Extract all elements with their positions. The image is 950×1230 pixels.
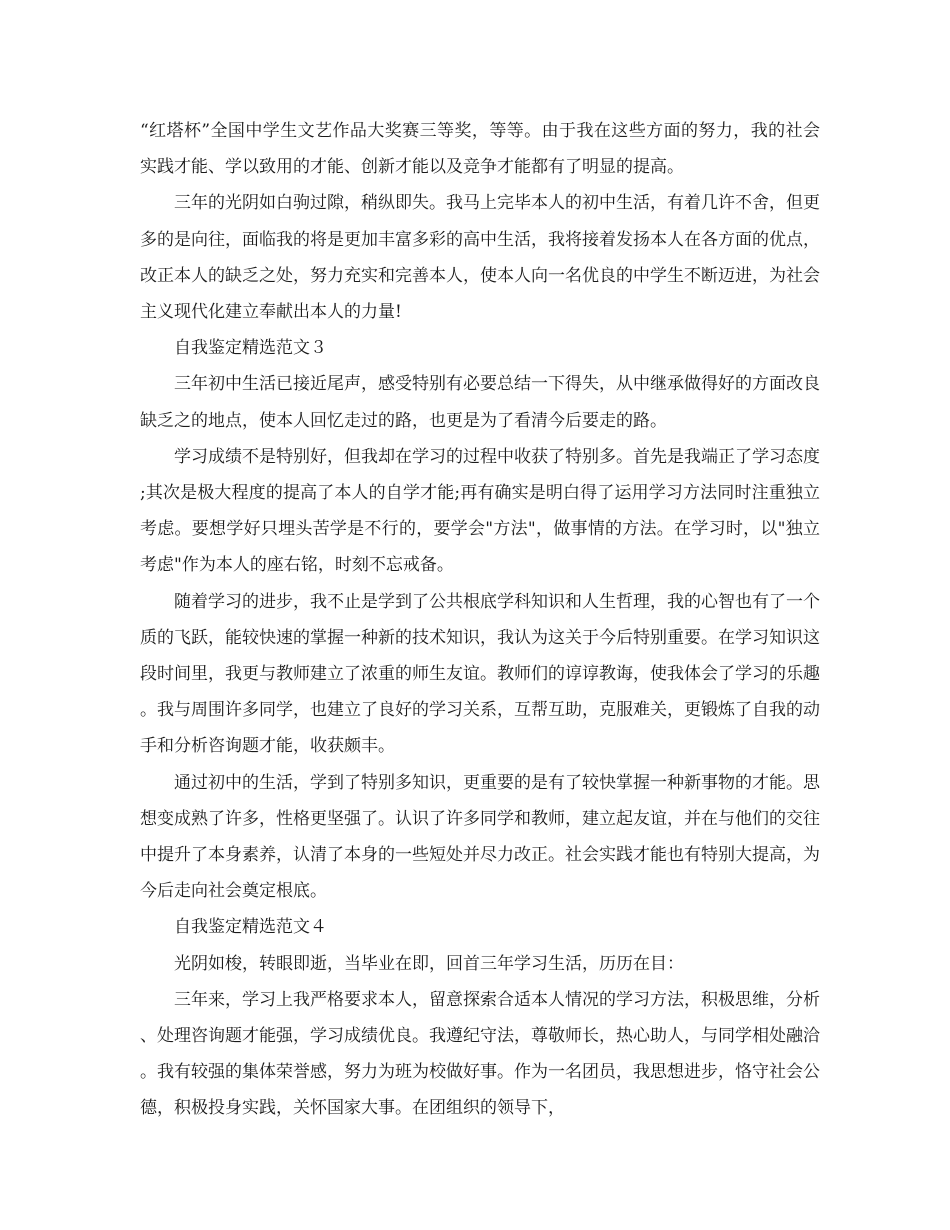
paragraph-three-years: 三年的光阴如白驹过隙，稍纵即失。我马上完毕本人的初中生活，有着几许不舍，但更多的是向往，面临我的将是更加丰富多彩的高中生活，我将接着发扬本人在各方面的优点，改正本人的缺乏之处，努力充实和完善本人，使本人向一名优良的中学生不断迈进，为社会主义现代化建立奉献出本人的力量! — [140, 193, 820, 323]
document-body — [140, 113, 820, 1127]
paragraph-junior-life-ending: 三年初中生活已接近尾声，感受特别有必要总结一下得失，从中继承做得好的方面改良缺乏之的地点，使本人回忆走过的路，也更是为了看清今后要走的路。 — [140, 374, 820, 431]
paragraph-three-years-study: 三年来，学习上我严格要求本人，留意探索合适本人情况的学习方法，积极思维，分析、处理咨询题才能强，学习成绩优良。我遵纪守法，尊敬师长，热心助人，与同学相处融洽。我有较强的集体荣誉感，努力为班为校做好事。作为一名团员，我思想进步，恪守社会公德，积极投身实践，关怀国家大事。在团组织的领导下， — [140, 989, 820, 1119]
paragraph-junior-experience: 通过初中的生活，学到了特别多知识，更重要的是有了较快掌握一种新事物的才能。思想变成熟了许多，性格更坚强了。认识了许多同学和教师，建立起友谊，并在与他们的交往中提升了本身素养，认清了本身的一些短处并尽力改正。社会实践才能也有特别大提高，为今后走向社会奠定根底。 — [140, 772, 820, 902]
paragraph-study-results: 学习成绩不是特别好，但我却在学习的过程中收获了特别多。首先是我端正了学习态度;其次是极大程度的提高了本人的自学才能;再有确实是明白得了运用学习方法同时注重独立考虑。要想学好只埋头苦学是不行的，要学会"方法"，做事情的方法。在学习时，以"独立考虑"作为本人的座右铭，时刻不忘戒备。 — [140, 446, 820, 576]
paragraph-study-progress: 随着学习的进步，我不止是学到了公共根底学科知识和人生哲理，我的心智也有了一个质的飞跃，能较快速的掌握一种新的技术知识，我认为这关于今后特别重要。在学习知识这段时间里，我更与教师建立了浓重的师生友谊。教师们的谆谆教诲，使我体会了学习的乐趣。我与周围许多同学，也建立了良好的学习关系，互帮互助，克服难关，更锻炼了自我的动手和分析咨询题才能，收获颇丰。 — [140, 591, 820, 757]
section-heading-sample-3: 自我鉴定精选范文３ — [174, 338, 327, 359]
paragraph-award-continuation: “红塔杯”全国中学生文艺作品大奖赛三等奖，等等。由于我在这些方面的努力，我的社会实践才能、学以致用的才能、创新才能以及竞争才能都有了明显的提高。 — [140, 121, 820, 178]
section-heading-sample-4: 自我鉴定精选范文４ — [174, 917, 327, 938]
paragraph-time-flies: 光阴如梭，转眼即逝，当毕业在即，回首三年学习生活，历历在目： — [174, 953, 684, 974]
